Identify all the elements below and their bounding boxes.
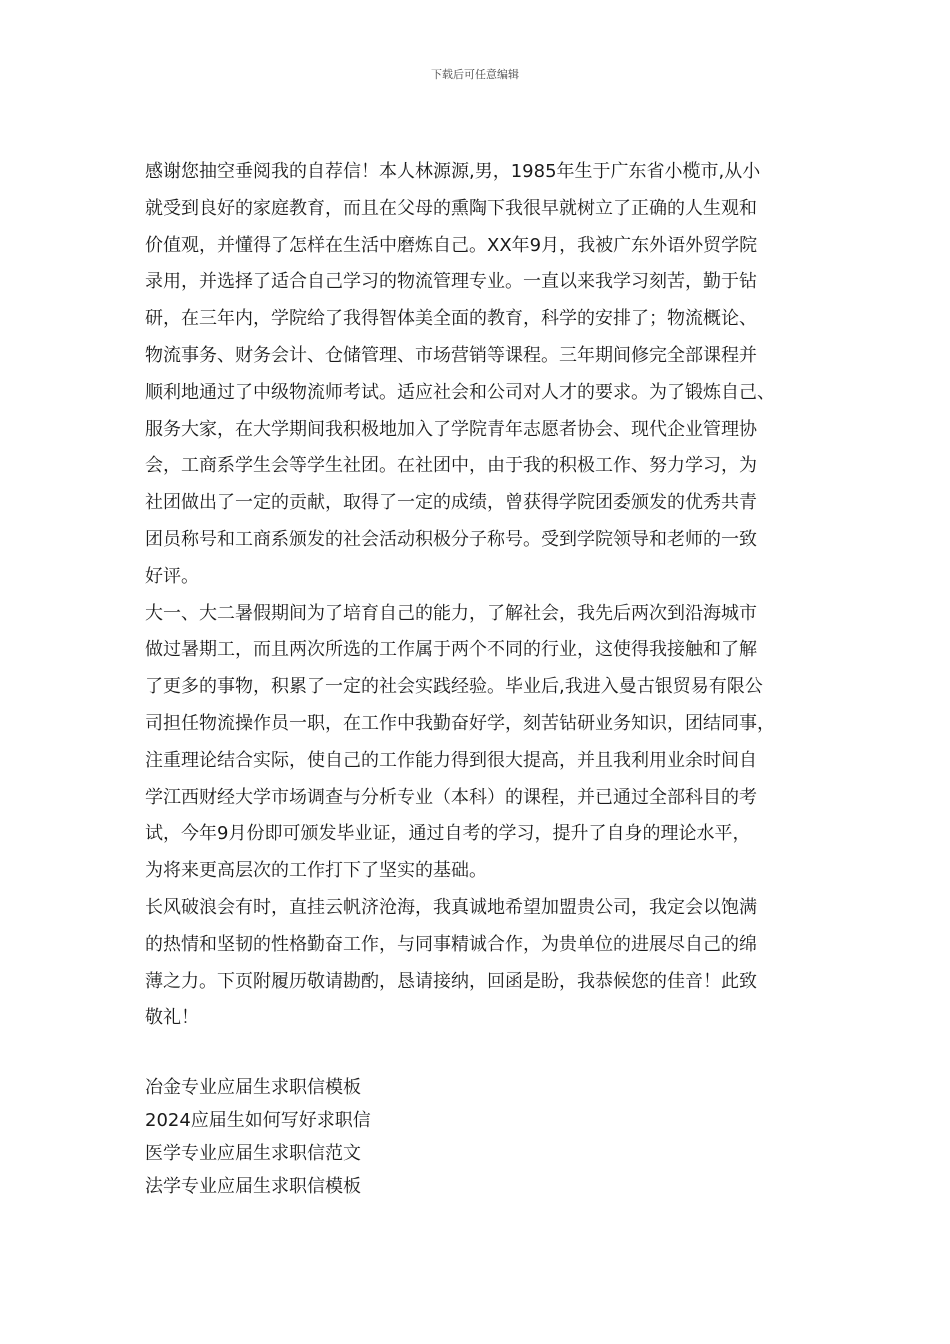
body-line: 的热情和坚韧的性格勤奋工作，与同事精诚合作，为贵单位的进展尽自己的绵 — [145, 933, 757, 955]
letter-body — [145, 154, 825, 1037]
body-line: 学江西财经大学市场调查与分析专业（本科）的课程，并已通过全部科目的考 — [145, 786, 757, 808]
related-link[interactable]: 医学专业应届生求职信范文 — [145, 1143, 361, 1164]
body-line: 团员称号和工商系颁发的社会活动积极分子称号。受到学院领导和老师的一致 — [145, 528, 757, 550]
body-line: 就受到良好的家庭教育，而且在父母的熏陶下我很早就树立了正确的人生观和 — [145, 197, 757, 219]
body-line: 物流事务、财务会计、仓储管理、市场营销等课程。三年期间修完全部课程并 — [145, 344, 757, 366]
body-line: 做过暑期工，而且两次所选的工作属于两个不同的行业，这使得我接触和了解 — [145, 639, 757, 661]
related-link[interactable]: 冶金专业应届生求职信模板 — [145, 1077, 361, 1098]
body-line: 注重理论结合实际，使自己的工作能力得到很大提高，并且我利用业余时间自 — [145, 749, 757, 771]
page-header: 下载后可任意编辑 — [431, 68, 519, 81]
body-line: 好评。 — [145, 565, 199, 587]
related-link[interactable]: 2024应届生如何写好求职信 — [145, 1110, 371, 1131]
related-links — [145, 1071, 825, 1203]
body-line: 薄之力。下页附履历敬请勘酌，恳请接纳，回函是盼，我恭候您的佳音！此致 — [145, 970, 757, 992]
body-line: 社团做出了一定的贡献，取得了一定的成绩，曾获得学院团委颁发的优秀共青 — [145, 492, 757, 514]
body-line: 会，工商系学生会等学生社团。在社团中，由于我的积极工作、努力学习，为 — [145, 455, 757, 477]
body-line: 研，在三年内，学院给了我得智体美全面的教育，科学的安排了；物流概论、 — [145, 308, 757, 330]
body-line: 价值观，并懂得了怎样在生活中磨炼自己。XX年9月，我被广东外语外贸学院 — [145, 234, 758, 256]
body-line: 长风破浪会有时，直挂云帆济沧海，我真诚地希望加盟贵公司，我定会以饱满 — [145, 896, 757, 918]
body-line: 敬礼！ — [145, 1007, 199, 1029]
body-line: 服务大家，在大学期间我积极地加入了学院青年志愿者协会、现代企业管理协 — [145, 418, 757, 440]
body-line: 录用，并选择了适合自己学习的物流管理专业。一直以来我学习刻苦，勤于钻 — [145, 271, 757, 293]
body-line: 司担任物流操作员一职，在工作中我勤奋好学，刻苦钻研业务知识，团结同事， — [145, 712, 775, 734]
body-line: 顺利地通过了中级物流师考试。适应社会和公司对人才的要求。为了锻炼自己、 — [145, 381, 775, 403]
body-line: 感谢您抽空垂阅我的自荐信！本人林源源,男，1985年生于广东省小榄市,从小 — [145, 161, 761, 182]
body-line: 为将来更高层次的工作打下了坚实的基础。 — [145, 860, 487, 882]
body-line: 试，今年9月份即可颁发毕业证，通过自考的学习，提升了自身的理论水平， — [145, 823, 751, 845]
related-link[interactable]: 法学专业应届生求职信模板 — [145, 1176, 361, 1197]
body-line: 大一、大二暑假期间为了培育自己的能力，了解社会，我先后两次到沿海城市 — [145, 602, 757, 624]
body-line: 了更多的事物，积累了一定的社会实践经验。毕业后,我进入曼古银贸易有限公 — [145, 676, 763, 698]
